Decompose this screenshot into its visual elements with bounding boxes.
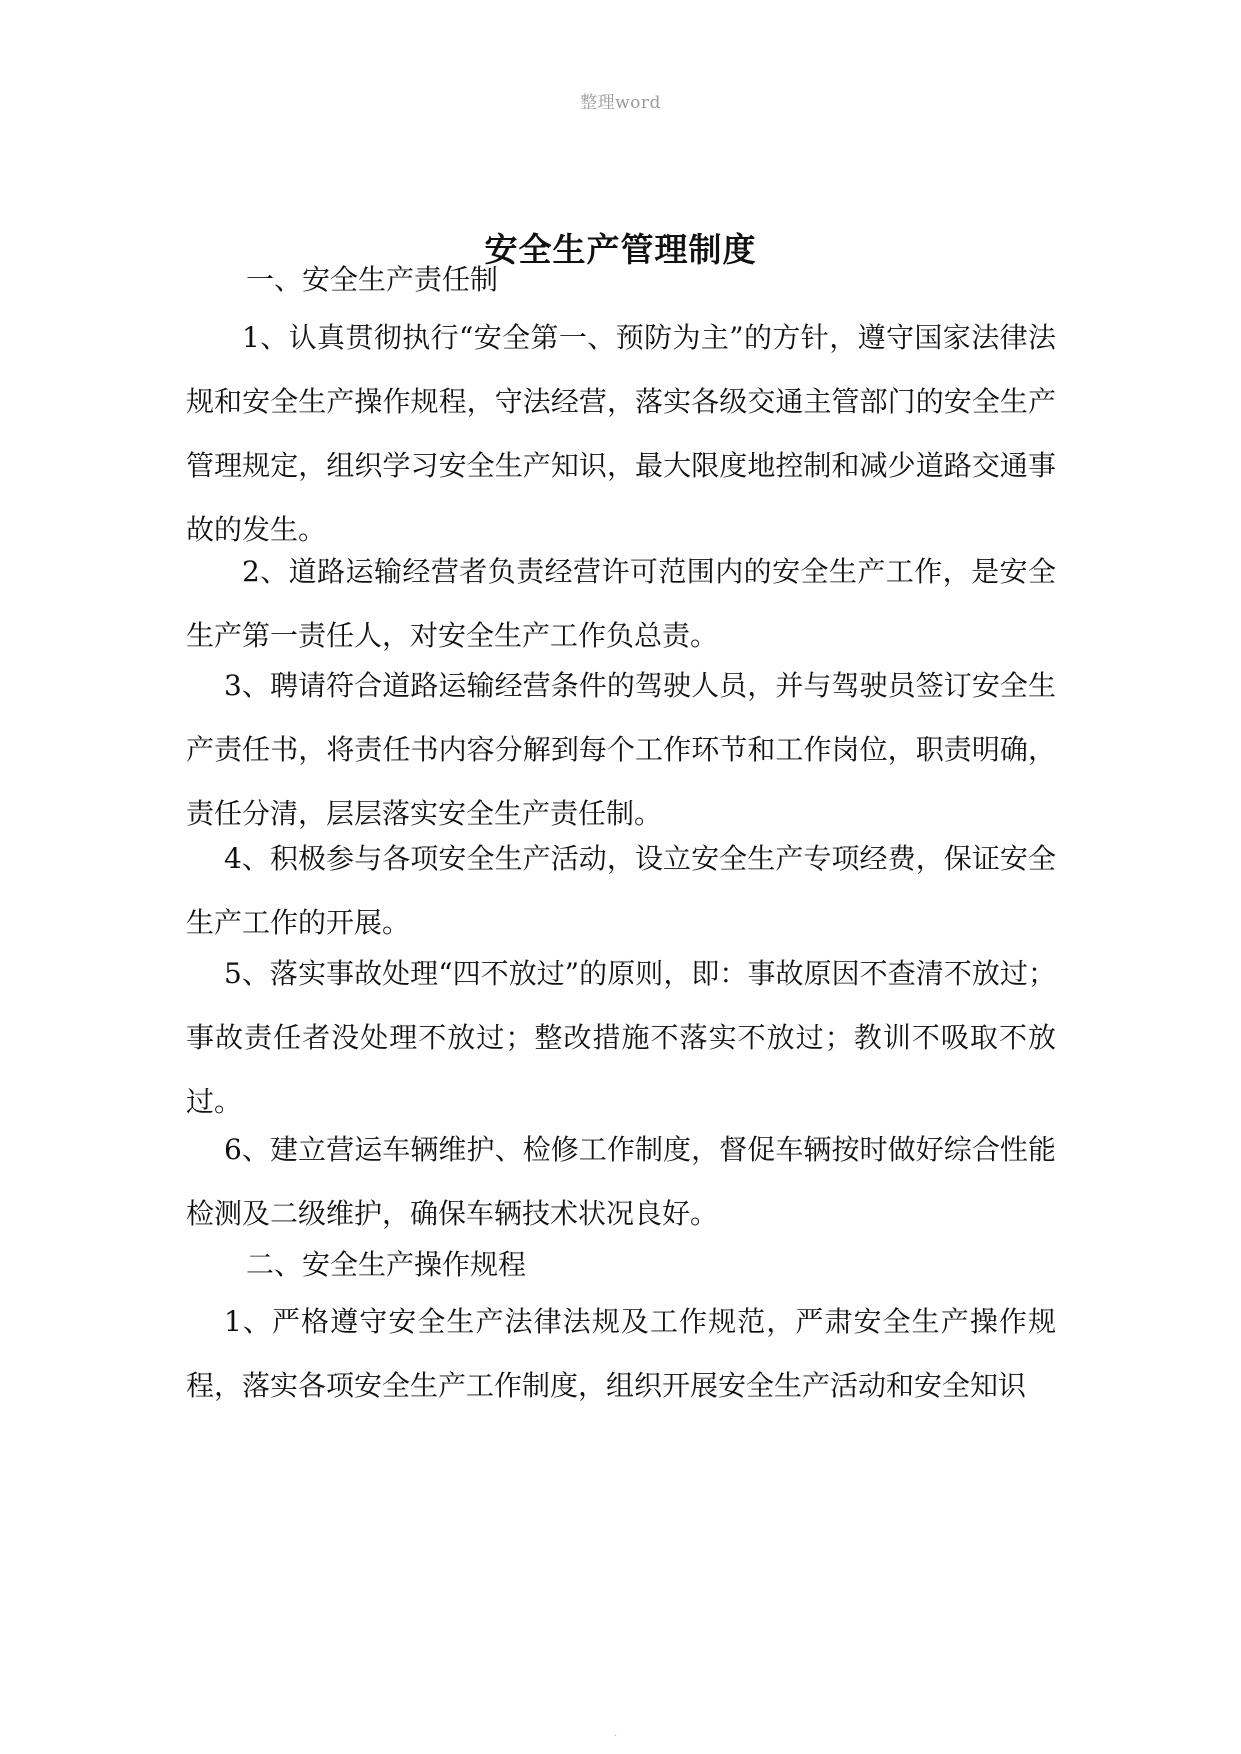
section-heading-1: 一、安全生产责任制 (246, 263, 499, 296)
page-footer-mark: . (614, 1728, 618, 1739)
paragraph-1-1: 1、认真贯彻执行“安全第一、预防为主”的方针，遵守国家法律法规和安全生产操作规程，守法经营，落实各级交通主管部门的安全生产管理规定，组织学习安全生产知识，最大限度地控制和减少道路交通事故的发生。 (186, 321, 1056, 546)
paragraph-2-1: 1、严格遵守安全生产法律法规及工作规范，严肃安全生产操作规程，落实各项安全生产工作制度，组织开展安全生产活动和安全知识 (186, 1305, 1056, 1402)
page-header: 整理word (580, 93, 661, 113)
document-title: 安全生产管理制度 (484, 230, 757, 269)
paragraph-1-6: 6、建立营运车辆维护、检修工作制度，督促车辆按时做好综合性能检测及二级维护，确保车辆技术状况良好。 (186, 1133, 1056, 1230)
paragraph-1-5: 5、落实事故处理“四不放过”的原则，即：事故原因不查清不放过；事故责任者没处理不放过；整改措施不落实不放过；教训不吸取不放过。 (186, 957, 1056, 1118)
paragraph-1-4: 4、积极参与各项安全生产活动，设立安全生产专项经费，保证安全生产工作的开展。 (186, 842, 1056, 939)
paragraph-1-3: 3、聘请符合道路运输经营条件的驾驶人员，并与驾驶员签订安全生产责任书，将责任书内容分解到每个工作环节和工作岗位，职责明确，责任分清，层层落实安全生产责任制。 (186, 669, 1056, 830)
paragraph-1-2: 2、道路运输经营者负责经营许可范围内的安全生产工作，是安全生产第一责任人，对安全生产工作负总责。 (186, 555, 1056, 652)
section-heading-2: 二、安全生产操作规程 (246, 1248, 527, 1281)
